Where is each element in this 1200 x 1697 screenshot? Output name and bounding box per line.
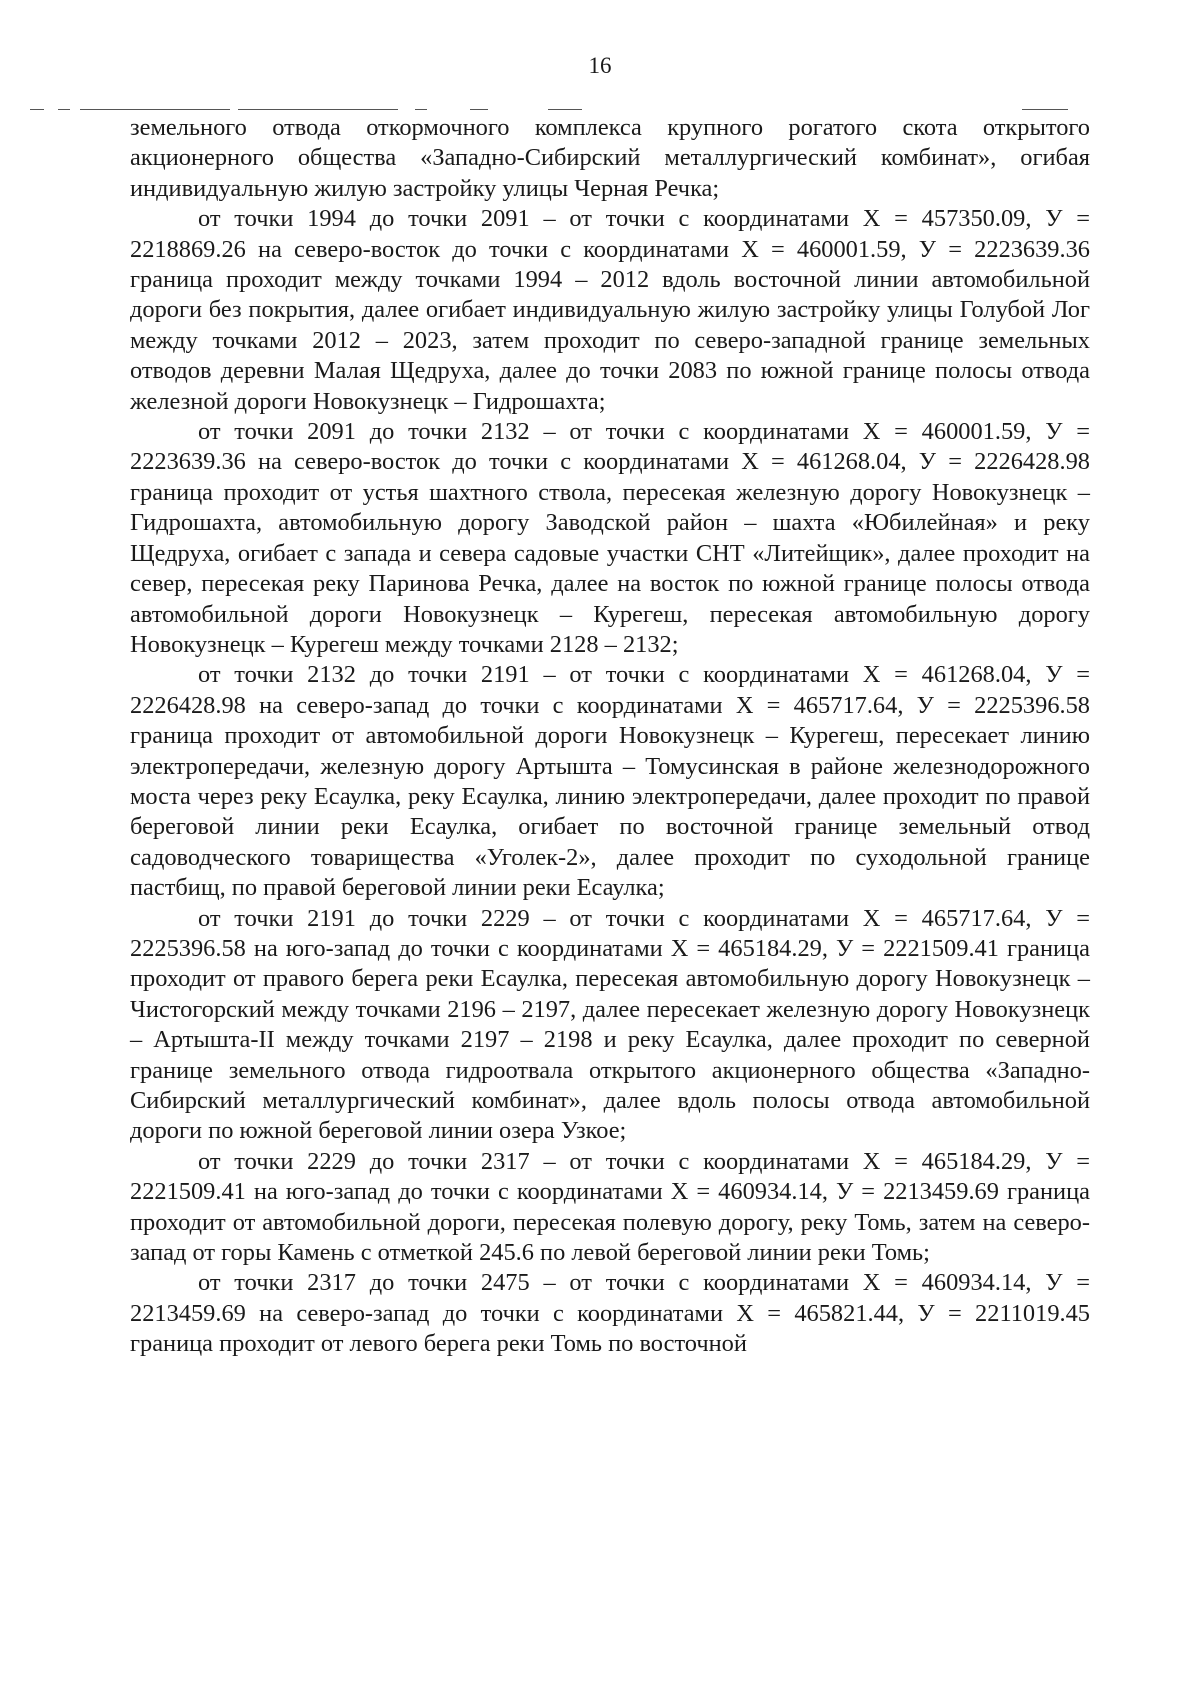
- paragraph: от точки 2229 до точки 2317 – от точки с координатами Х = 465184.29, У = 2221509.41 на юго-запад до точки с координатами Х = 460934.14, У = 2213459.69 граница проходит от автомобильной дороги, пересекая полевую дорогу, реку Томь, затем на северо-запад от горы Камень с отметкой 245.6 по левой береговой линии реки Томь;: [130, 1147, 1090, 1267]
- header-divider: [548, 109, 582, 110]
- header-divider: [58, 109, 70, 110]
- header-divider: [1022, 109, 1068, 110]
- paragraph: от точки 1994 до точки 2091 – от точки с координатами Х = 457350.09, У = 2218869.26 на северо-восток до точки с координатами Х = 460001.59, У = 2223639.36 граница проходит между точками 1994 – 2012 вдоль восточной линии автомобильной дороги без покрытия, далее огибает индивидуальную жилую застройку улицы Голубой Лог между точками 2012 – 2023, затем проходит по северо-западной границе земельных отводов деревни Малая Щедруха, далее до точки 2083 по южной границе полосы отвода железной дороги Новокузнецк – Гидрошахта;: [130, 205, 1090, 415]
- header-divider: [80, 109, 230, 110]
- paragraph: земельного отвода откормочного комплекса крупного рогатого скота открытого акционерного общества «Западно-Сибирский металлургический комбинат», огибая индивидуальную жилую застройку улицы Черная Речка;: [130, 114, 1090, 202]
- header-divider: [238, 109, 398, 110]
- header-divider: [30, 109, 44, 110]
- document-body: [130, 113, 1090, 1360]
- paragraph: от точки 2191 до точки 2229 – от точки с координатами Х = 465717.64, У = 2225396.58 на юго-запад до точки с координатами Х = 465184.29, У = 2221509.41 граница проходит от правого берега реки Есаулка, пересекая автомобильную дорогу Новокузнецк – Чистогорский между точками 2196 – 2197, далее пересекает железную дорогу Новокузнецк – Артышта-II между точками 2197 – 2198 и реку Есаулка, далее проходит по северной границе земельного отвода гидроотвала открытого акционерного общества «Западно-Сибирский металлургический комбинат», далее вдоль полосы отвода автомобильной дороги по южной береговой линии озера Узкое;: [130, 904, 1090, 1145]
- page-number: 16: [588, 53, 612, 78]
- header-divider: [470, 109, 488, 110]
- paragraph: от точки 2317 до точки 2475 – от точки с координатами Х = 460934.14, У = 2213459.69 на северо-запад до точки с координатами Х = 465821.44, У = 2211019.45 граница проходит от левого берега реки Томь по восточной: [130, 1269, 1090, 1358]
- paragraph: от точки 2132 до точки 2191 – от точки с координатами Х = 461268.04, У = 2226428.98 на северо-запад до точки с координатами Х = 465717.64, У = 2225396.58 граница проходит от автомобильной дороги Новокузнецк – Курегеш, пересекает линию электропередачи, железную дорогу Артышта – Томусинская в районе железнодорожного моста через реку Есаулка, реку Есаулка, линию электропередачи, далее проходит по правой береговой линии реки Есаулка, огибает по восточной границе земельный отвод садоводческого товарищества «Уголек-2», далее проходит по суходольной границе пастбищ, по правой береговой линии реки Есаулка;: [130, 661, 1090, 902]
- header-divider: [415, 109, 427, 110]
- paragraph: от точки 2091 до точки 2132 – от точки с координатами Х = 460001.59, У = 2223639.36 на северо-восток до точки с координатами Х = 461268.04, У = 2226428.98 граница проходит от устья шахтного ствола, пересекая железную дорогу Новокузнецк – Гидрошахта, автомобильную дорогу Заводской район – шахта «Юбилейная» и реку Щедруха, огибает с запада и севера садовые участки СНТ «Литейщик», далее проходит на север, пересекая реку Паринова Речка, далее на восток по южной границе полосы отвода автомобильной дороги Новокузнецк – Курегеш, пересекая автомобильную дорогу Новокузнецк – Курегеш между точками 2128 – 2132;: [130, 418, 1090, 658]
